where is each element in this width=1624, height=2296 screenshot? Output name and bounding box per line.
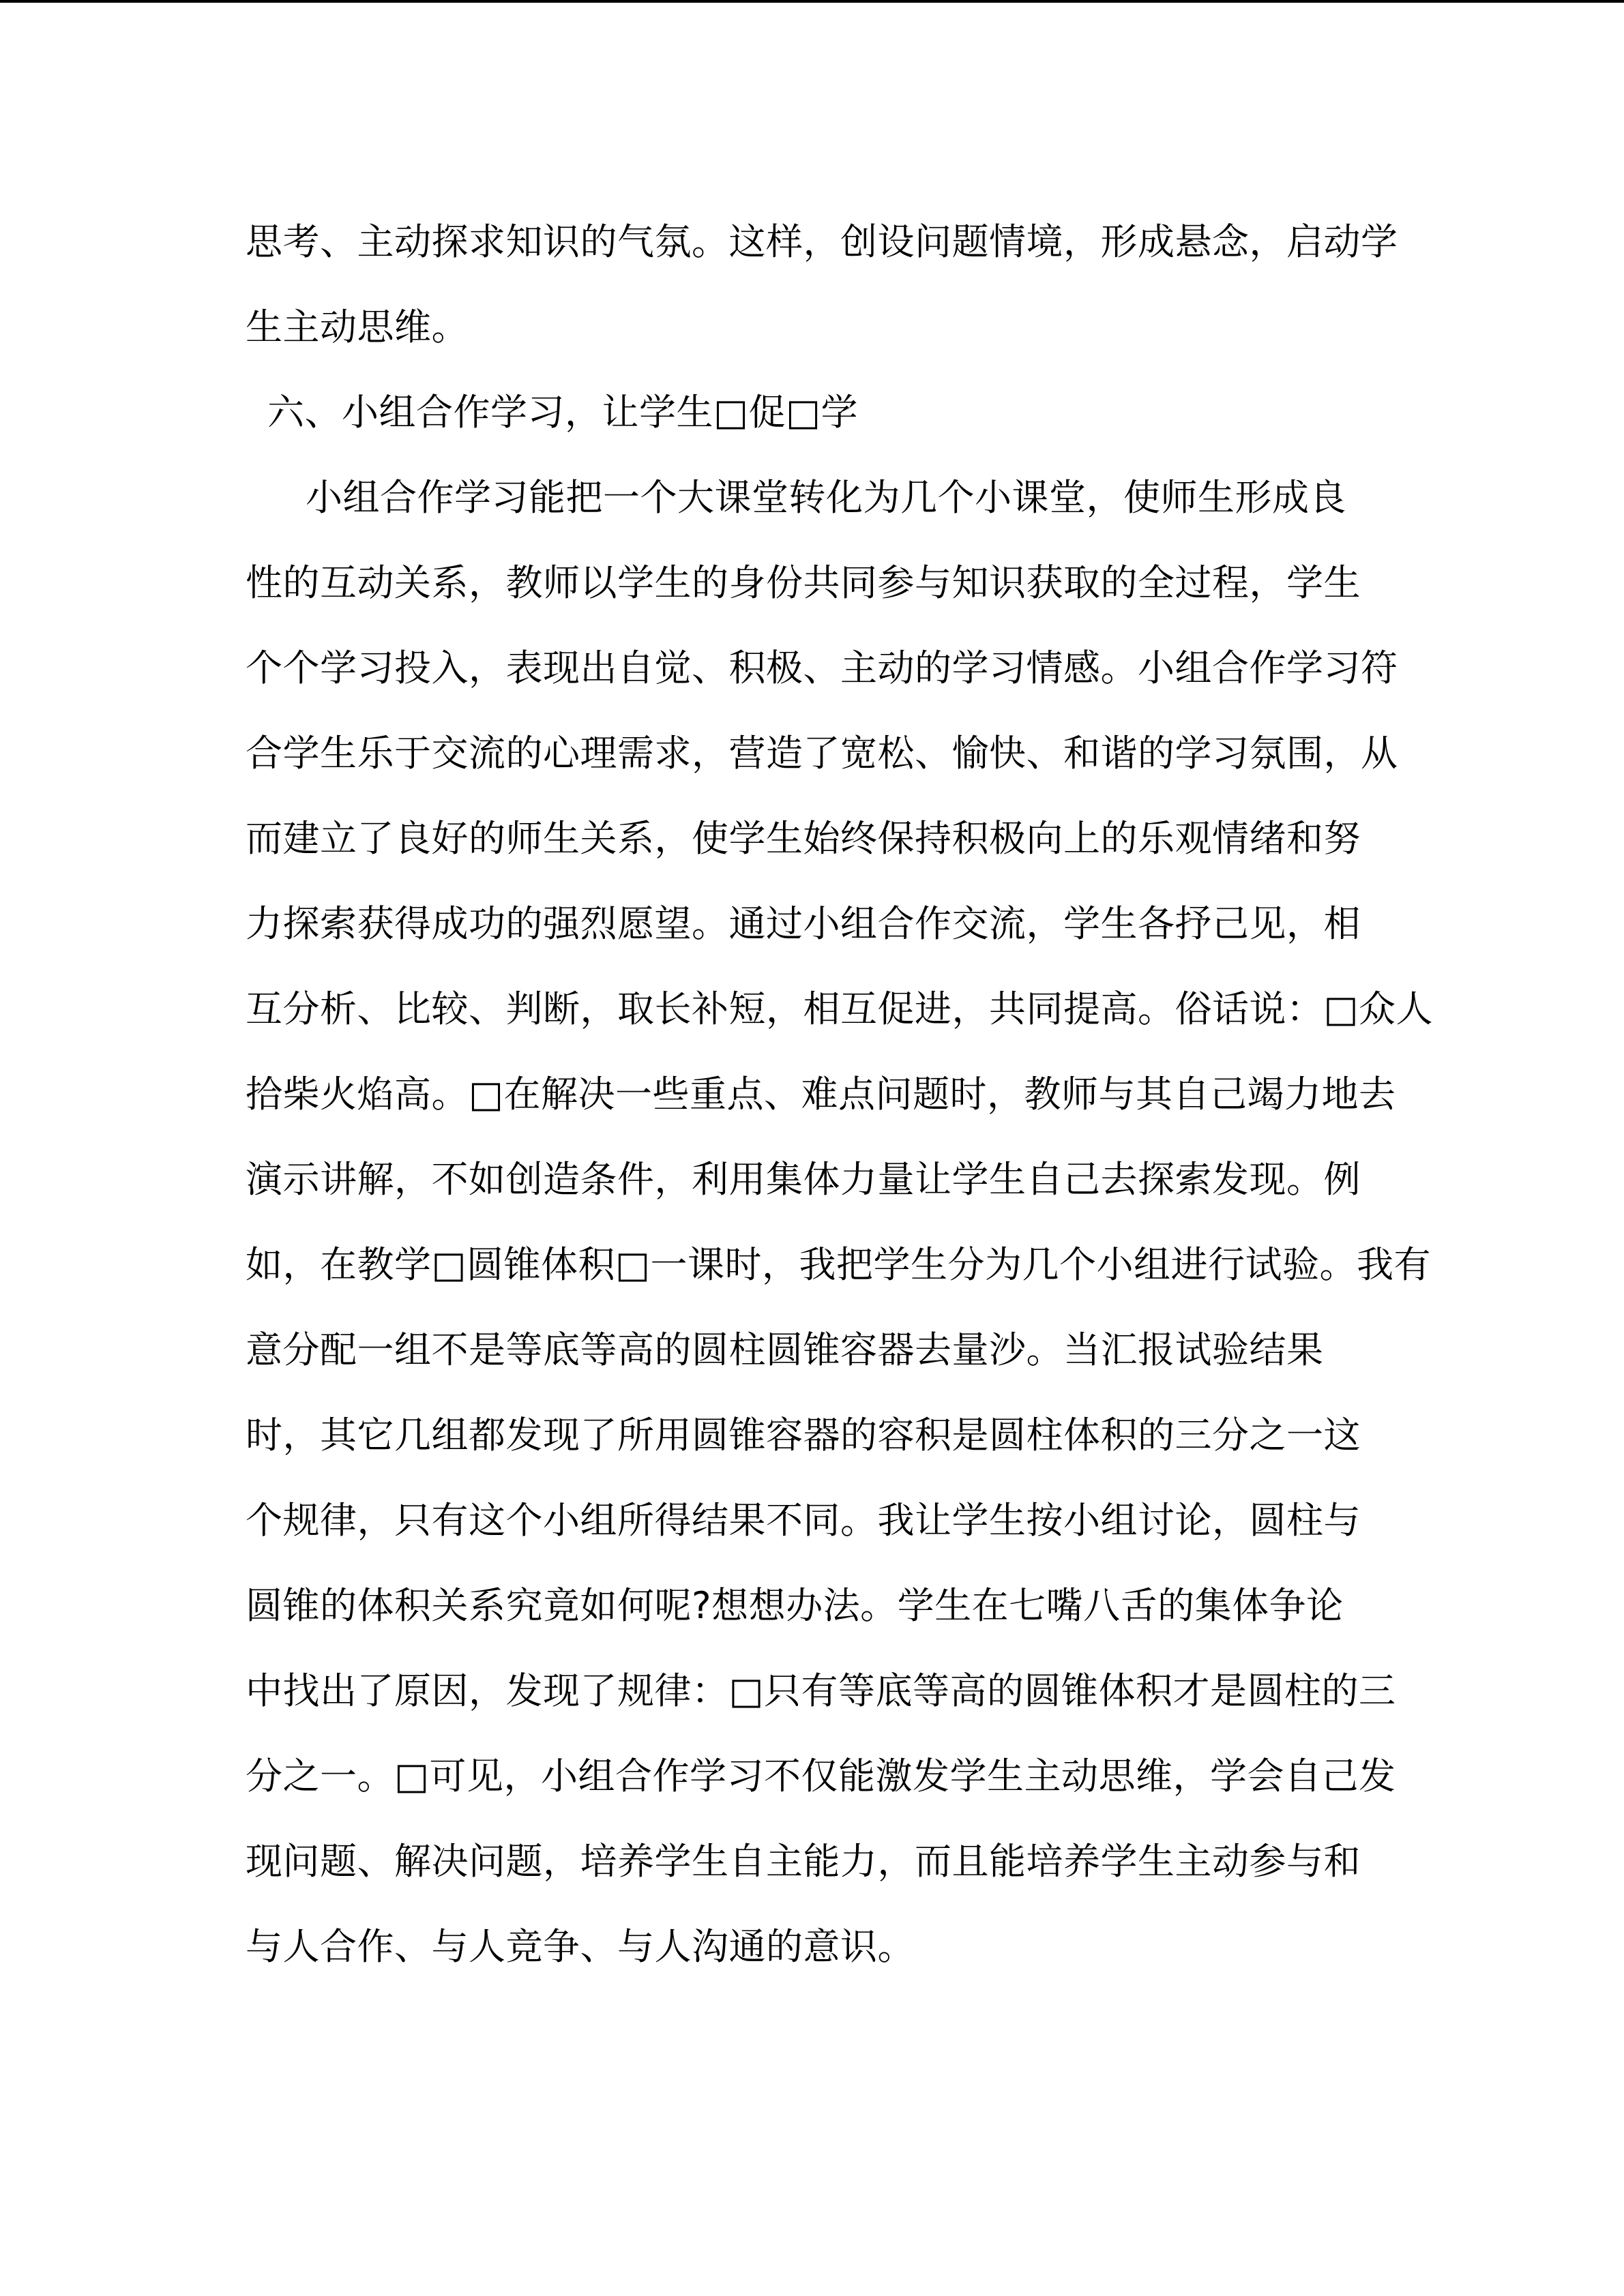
section-heading: 六、小组合作学习，让学生□促□学: [267, 391, 859, 434]
paragraph-line: 意分配一组不是等底等高的圆柱圆锥容器去量沙。当汇报试验结果: [246, 1328, 1324, 1371]
paragraph-line: 圆锥的体积关系究竟如何呢?想想办法。学生在七嘴八舌的集体争论: [246, 1584, 1344, 1627]
paragraph-line: 小组合作学习能把一个大课堂转化为几个小课堂，使师生形成良: [306, 476, 1346, 519]
paragraph-line: 而建立了良好的师生关系，使学生始终保持积极向上的乐观情绪和努: [246, 817, 1361, 860]
paragraph-line: 合学生乐于交流的心理需求，营造了宽松、愉快、和谐的学习氛围，从: [246, 732, 1398, 775]
paragraph-line: 思考、主动探求知识的气氛。这样，创设问题情境，形成悬念，启动学: [246, 220, 1398, 263]
paragraph-line: 时，其它几组都发现了所用圆锥容器的容积是圆柱体积的三分之一这: [246, 1414, 1361, 1457]
paragraph-line: 如，在教学□圆锥体积□一课时，我把学生分为几个小组进行试验。我有: [246, 1243, 1432, 1286]
paragraph-line: 演示讲解，不如创造条件，利用集体力量让学生自己去探索发现。例: [246, 1158, 1361, 1201]
paragraph-line: 个个学习投入，表现出自觉、积极、主动的学习情感。小组合作学习符: [246, 646, 1398, 689]
paragraph-line: 分之一。□可见，小组合作学习不仅能激发学生主动思维，学会自己发: [246, 1755, 1396, 1798]
document-page: [246, 199, 1434, 1989]
paragraph-line: 现问题、解决问题，培养学生自主能力，而且能培养学生主动参与和: [246, 1840, 1361, 1883]
paragraph-line: 力探索获得成功的强烈愿望。通过小组合作交流，学生各抒己见，相: [246, 902, 1361, 945]
paragraph-line: 生主动思维。: [246, 305, 469, 348]
paragraph-line: 个规律，只有这个小组所得结果不同。我让学生按小组讨论，圆柱与: [246, 1499, 1361, 1542]
paragraph-line: 互分析、比较、判断，取长补短，相互促进，共同提高。俗话说：□众人: [246, 987, 1434, 1030]
paragraph-line: 与人合作、与人竞争、与人沟通的意识。: [246, 1925, 915, 1968]
page-top-border: [0, 0, 1624, 3]
paragraph-line: 性的互动关系，教师以学生的身份共同参与知识获取的全过程，学生: [246, 561, 1361, 604]
paragraph-line: 拾柴火焰高。□在解决一些重点、难点问题时，教师与其自己竭力地去: [246, 1073, 1396, 1116]
paragraph-continued: [246, 199, 1398, 370]
paragraph-group-learning: [246, 455, 1434, 1989]
paragraph-line: 中找出了原因，发现了规律：□只有等底等高的圆锥体积才是圆柱的三: [246, 1669, 1396, 1712]
